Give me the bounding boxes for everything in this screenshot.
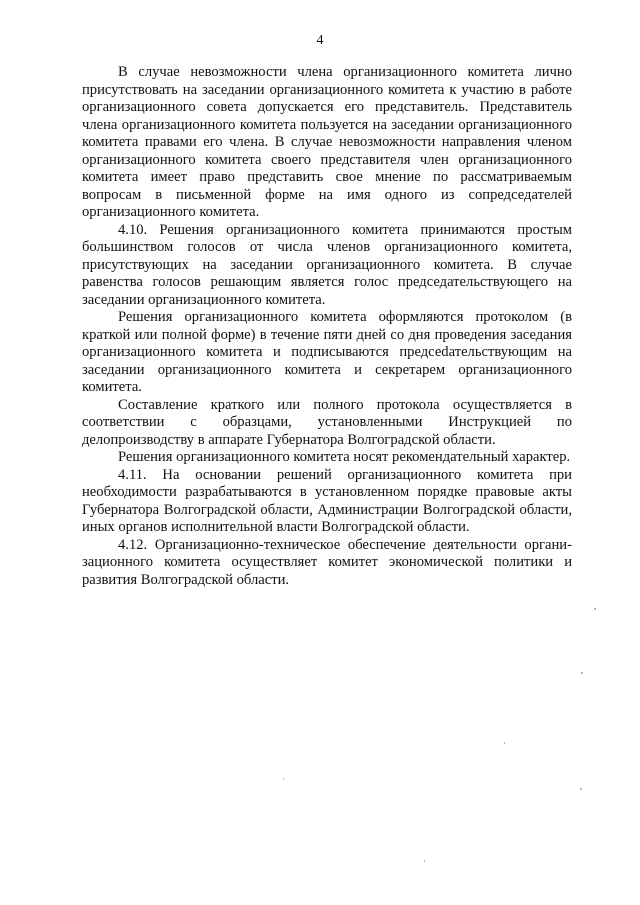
scan-speck (581, 672, 583, 674)
document-body (82, 64, 572, 589)
scan-speck (580, 788, 582, 790)
scan-speck (504, 742, 505, 744)
scan-speck (283, 778, 284, 780)
paragraph-4-10-decisions: 4.10. Решения организационного комитета принимаются простым большинством голосов от числа членов организационного комитета, присутствующих на заседании организационного комитета. В случае равенства голосов решающим является голос председательствующего на заседании организационного комитета. (82, 221, 572, 308)
paragraph-protocol: Решения организационного комитета оформляются протоколом (в краткой или полной форме) в течение пяти дней со дня проведения заседания организационного комитета и подписываются предсеdательствующим на заседании организационного комитета и секретарем организационного комитета. (82, 309, 572, 395)
paragraph-representative: В случае невозможности члена организационного комитета лично присутствовать на заседании организационного комитета к участию в работе организационного совета допускается его представитель. Представитель члена организационного комитета пользуется на заседании организационного комитета правами его члена. В случае невозможности направления членом организационного комитета своего представителя член организационного комитета имеет право представить свое мнение по рассматриваемым вопросам в письменной форме на имя одного из сопредседателей организационного комитета. (82, 64, 572, 220)
scan-speck (424, 860, 425, 862)
scan-speck (594, 608, 596, 610)
paragraph-4-11-legal-acts: 4.11. На основании решений организационного комитета при необходимости разрабатываются в установленном порядке правовые акты Губернатора Волгоградской области, Администрации Волгоградской области, иных органов исполнительной власти Волгоградской области. (82, 466, 572, 535)
page-number: 4 (316, 33, 324, 48)
paragraph-protocol-compilation: Составление краткого или полного протокола осуществляется в соответствии с образцами, установленными Инструкцией по делопроизводству в аппарате Губернатора Волгоградской области. (82, 396, 572, 448)
paragraph-recommendatory: Решения организационного комитета носят рекомендательный характер. (118, 449, 571, 465)
paragraph-4-12-support: 4.12. Организационно-техническое обеспечение деятельности организационного комитета осуществляет комитет экономической политики и развития Волгоградской области. (82, 536, 572, 588)
